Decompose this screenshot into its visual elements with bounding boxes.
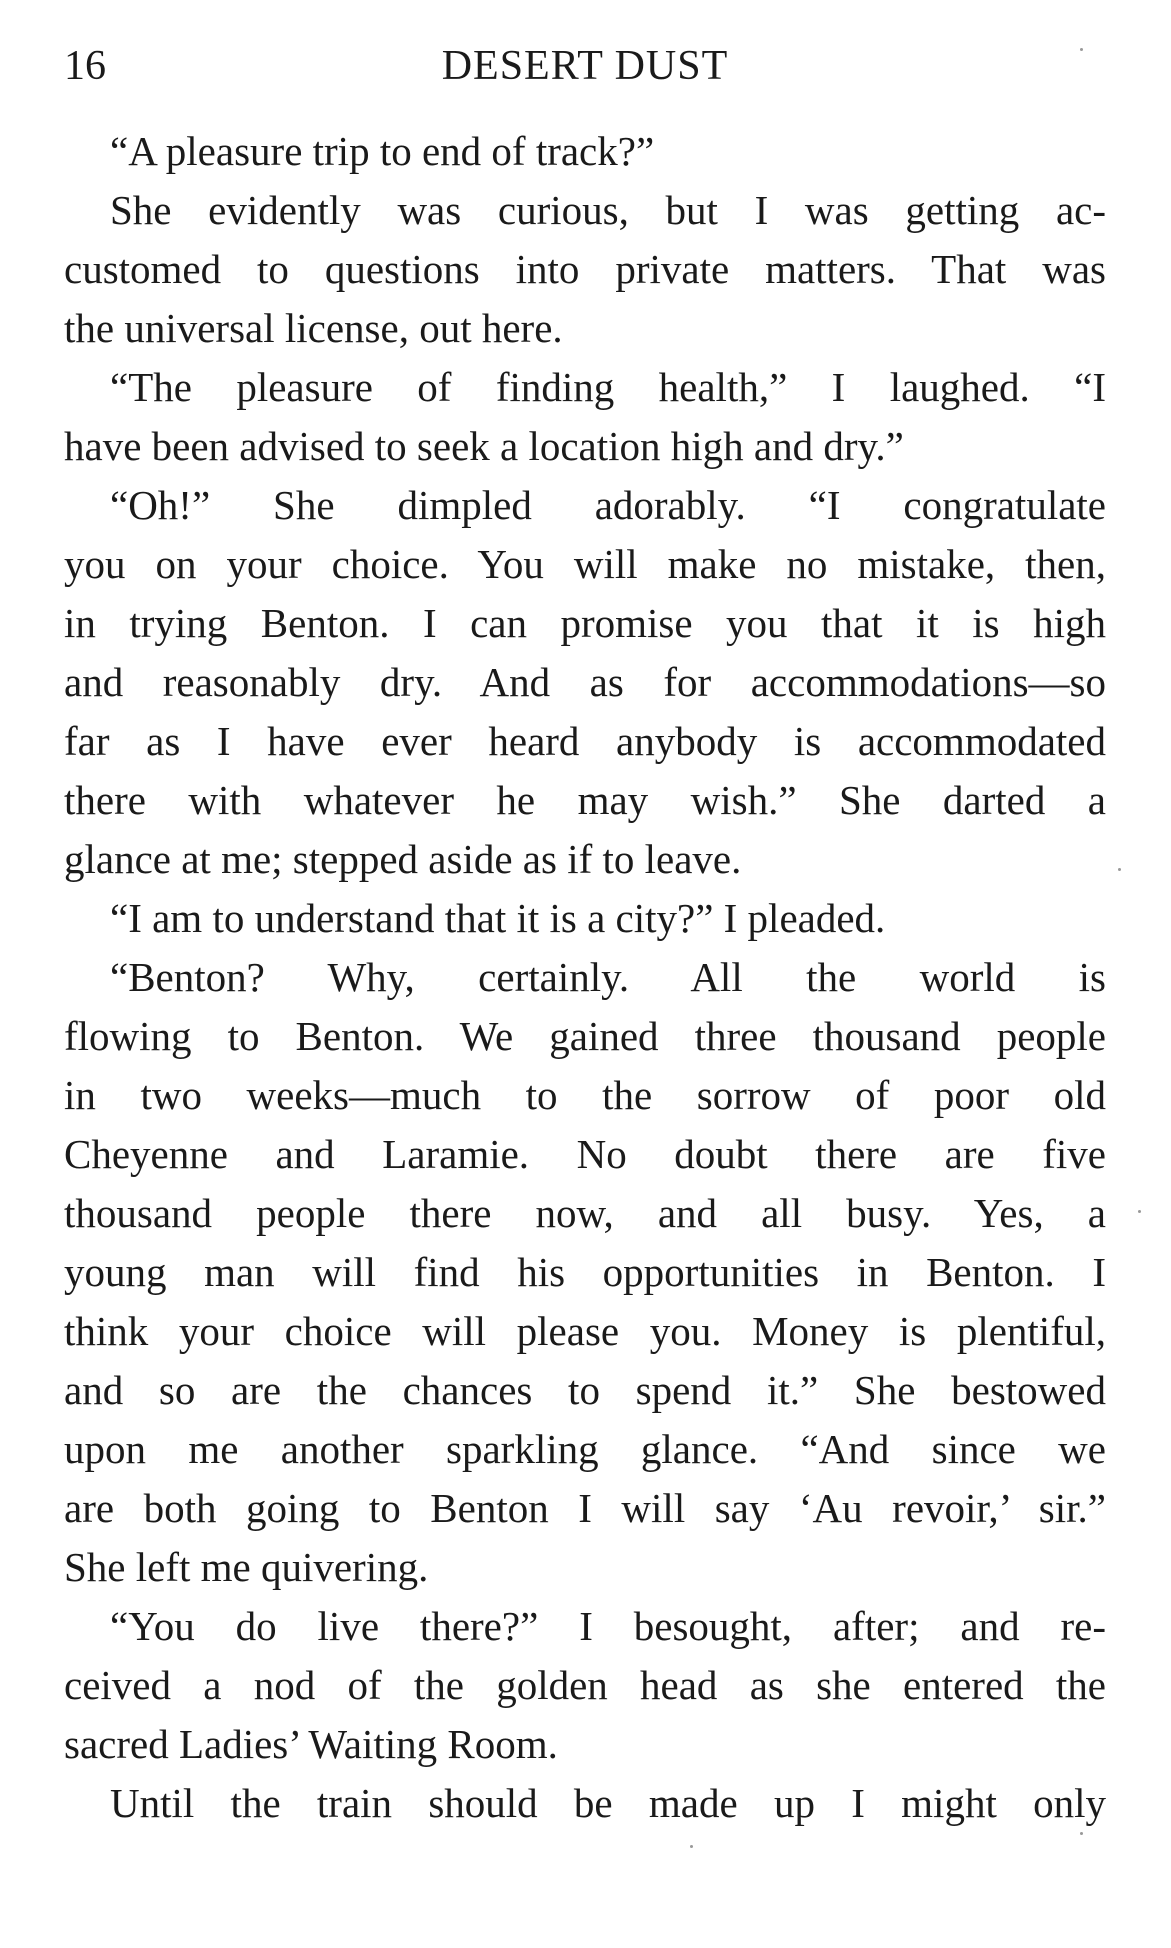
- text-line: “Oh!” She dimpled adorably. “I congratulate: [110, 482, 1106, 528]
- text-line: in trying Benton. I can promise you that it is high: [64, 600, 1106, 646]
- text-line: thousand people there now, and all busy. Yes, a: [64, 1190, 1106, 1236]
- text-line: there with whatever he may wish.” She darted a: [64, 777, 1106, 823]
- text-line: and so are the chances to spend it.” She bestowed: [64, 1367, 1106, 1413]
- page-header: [64, 36, 1106, 96]
- text-line: far as I have ever heard anybody is accommodated: [64, 718, 1106, 764]
- text-line: sacred Ladies’ Waiting Room.: [64, 1721, 558, 1767]
- text-line: and reasonably dry. And as for accommodations—so: [64, 659, 1106, 705]
- text-line: are both going to Benton I will say ‘Au revoir,’ sir.”: [64, 1485, 1106, 1531]
- text-line: flowing to Benton. We gained three thousand people: [64, 1013, 1106, 1059]
- paper-speck: [1138, 1210, 1141, 1213]
- text-line: ceived a nod of the golden head as she entered the: [64, 1662, 1106, 1708]
- text-line: She evidently was curious, but I was getting ac-: [110, 187, 1106, 233]
- text-line: She left me quivering.: [64, 1544, 429, 1590]
- body-text: [64, 122, 1106, 1833]
- paper-speck: [1118, 868, 1121, 871]
- text-line: “I am to understand that it is a city?” I pleaded.: [110, 895, 886, 941]
- text-line: in two weeks—much to the sorrow of poor old: [64, 1072, 1106, 1118]
- text-line: have been advised to seek a location high and dry.”: [64, 423, 904, 469]
- text-line: you on your choice. You will make no mistake, then,: [64, 541, 1106, 587]
- paper-speck: [1080, 48, 1083, 51]
- text-line: “The pleasure of finding health,” I laughed. “I: [110, 364, 1106, 410]
- text-line: upon me another sparkling glance. “And since we: [64, 1426, 1106, 1472]
- text-line: think your choice will please you. Money is plentiful,: [64, 1308, 1106, 1354]
- page-number: 16: [64, 43, 106, 89]
- paper-speck: [1080, 1832, 1083, 1835]
- text-line: “You do live there?” I besought, after; and re-: [110, 1603, 1106, 1649]
- text-line: Until the train should be made up I might only: [110, 1780, 1106, 1826]
- text-line: “Benton? Why, certainly. All the world is: [110, 954, 1106, 1000]
- text-line: the universal license, out here.: [64, 305, 563, 351]
- running-title: DESERT DUST: [441, 43, 729, 89]
- text-line: Cheyenne and Laramie. No doubt there are five: [64, 1131, 1106, 1177]
- paper-speck: [690, 1845, 693, 1848]
- text-line: glance at me; stepped aside as if to leave.: [64, 836, 742, 882]
- text-line: “A pleasure trip to end of track?”: [110, 128, 655, 174]
- text-line: young man will find his opportunities in Benton. I: [64, 1249, 1106, 1295]
- text-line: customed to questions into private matters. That was: [64, 246, 1106, 292]
